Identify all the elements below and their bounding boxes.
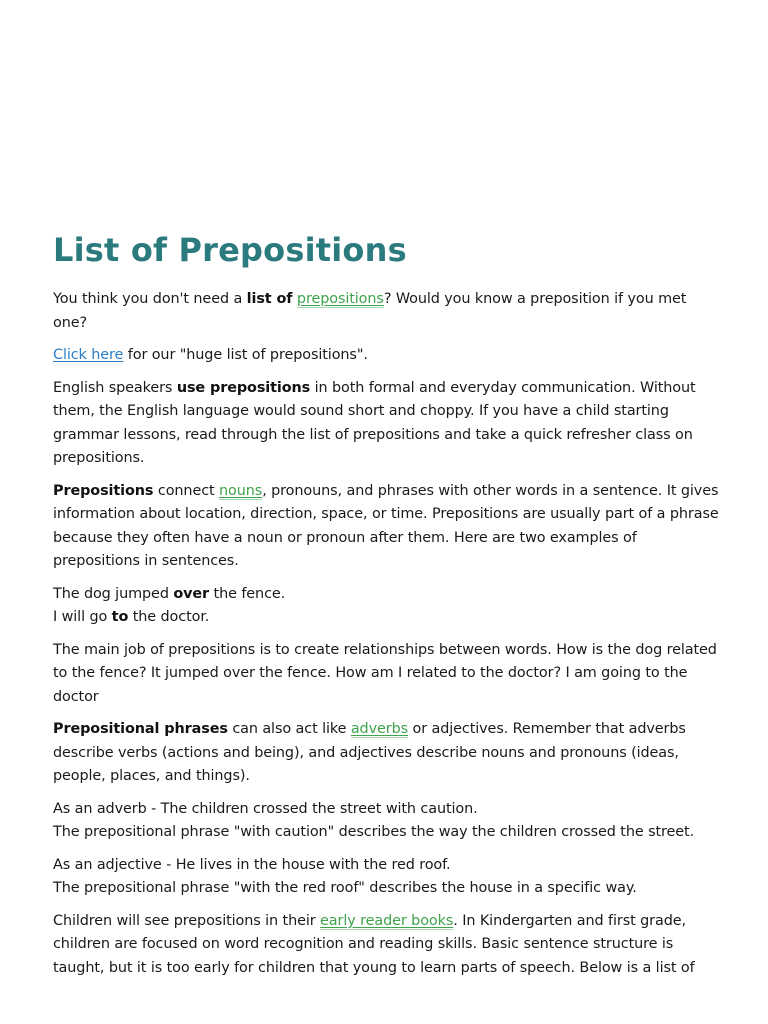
examples-paragraph [53, 583, 721, 630]
adverb-line-1: As an adverb - The children crossed the street with caution. [53, 800, 478, 817]
intro-text-3: ? Would you know a preposition if you met one? [53, 291, 687, 331]
speakers-bold: use prepositions [176, 379, 311, 396]
adverbs-link[interactable]: adverbs [350, 721, 409, 737]
nouns-link[interactable]: nouns [219, 482, 263, 499]
children-text-2: . In Kindergarten and first grade, children are focused on word recognition and reading skills. Basic sentence structure is taught, but it is too early for children that young to learn parts of speech. Below is a list of [53, 912, 695, 976]
speakers-paragraph [53, 377, 721, 471]
phrases-text-2: or adjectives. Remember that adverbs describe verbs (actions and being), and adjectives describe nouns and pronouns (ideas, people, places, and things). [53, 721, 686, 784]
connect-text-1: connect [153, 482, 220, 499]
prepositions-link[interactable]: prepositions [296, 291, 384, 307]
click-here-text: for our "huge list of prepositions". [123, 347, 368, 363]
adjective-line-1: As an adjective - He lives in the house with the red roof. [53, 856, 451, 873]
phrases-bold: Prepositional phrases [53, 721, 228, 737]
connect-text-2: , pronouns, and phrases with other words in a sentence. It gives information about location, direction, space, or time. Prepositions are usually part of a phrase because they often have a noun or pronoun after them. Here are two examples of prepositions in sentences. [53, 482, 719, 569]
connect-paragraph [53, 480, 721, 574]
adverb-example-paragraph [53, 798, 721, 845]
children-paragraph [53, 910, 721, 981]
early-reader-books-link[interactable]: early reader books [320, 912, 454, 929]
speakers-text-1: English speakers [53, 379, 177, 396]
page-title: List of Prepositions [53, 231, 407, 269]
main-job-paragraph: The main job of prepositions is to create relationships between words. How is the dog related to the fence? It jumped over the fence. How am I related to the doctor? I am going to the doctor [53, 641, 717, 705]
example-2-bold: to [111, 609, 129, 625]
children-text-1: Children will see prepositions in their [53, 912, 321, 929]
adjective-example-paragraph [53, 854, 721, 901]
speakers-text-2: in both formal and everyday communication. Without them, the English language would sound short and choppy. If you have a child starting grammar lessons, read through the list of prepositions and take a quick refresher class on prepositions. [53, 379, 696, 466]
click-here-paragraph [53, 344, 721, 368]
click-here-link[interactable]: Click here [53, 347, 124, 363]
example-2-text-a: I will go [53, 609, 112, 625]
example-2-text-c: the doctor. [128, 609, 210, 625]
example-1-bold: over [173, 585, 210, 602]
example-1-text-a: The dog jumped [53, 585, 174, 602]
article [53, 228, 721, 989]
adjective-line-2: The prepositional phrase "with the red roof" describes the house in a specific way. [53, 880, 637, 896]
adverb-line-2: The prepositional phrase "with caution" describes the way the children crossed the street. [53, 824, 695, 840]
intro-paragraph [53, 288, 721, 335]
phrases-paragraph [53, 718, 721, 789]
phrases-text-1: can also act like [227, 721, 351, 737]
intro-text-1: You think you don't need a [53, 291, 247, 307]
intro-bold: list of [246, 291, 293, 307]
example-1-text-c: the fence. [209, 585, 286, 602]
connect-bold: Prepositions [53, 482, 154, 499]
